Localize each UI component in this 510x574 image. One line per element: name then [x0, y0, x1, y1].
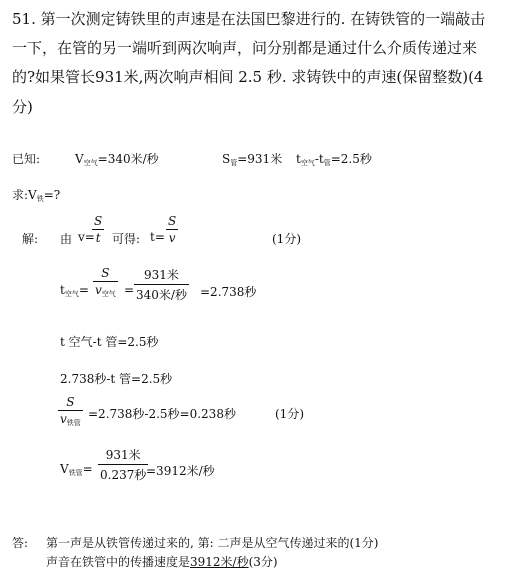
known-v-air [75, 150, 159, 168]
find-label: 求: [12, 188, 29, 202]
answer-line-2-prefix: 声音在铁管中的传播速度是 [46, 555, 191, 569]
step-time-difference: t 空气-t 管=2.5秒 [60, 335, 159, 349]
step-v-iron-numerator: 931米 [105, 448, 141, 462]
formula-t-lhs: t= [150, 230, 165, 244]
formula-t-denominator: v [166, 229, 178, 245]
formula-v-numerator: S [94, 214, 103, 228]
step-t-iron-denominator: $v_{铁管}$ [60, 412, 81, 427]
step-t-air-fraction [93, 266, 118, 299]
step-t-air-result: =2.738秒 [200, 285, 257, 299]
step-v-iron-result: =3912米/秒 [146, 464, 215, 478]
known-t-subscript-pipe: 管 [323, 159, 331, 167]
known-s [222, 150, 282, 168]
formula-t-fraction [166, 214, 178, 245]
known-s-symbol: S [222, 152, 231, 166]
step-t-air-den-value: 340米/秒 [134, 284, 189, 303]
formula-v-lhs: v= [78, 230, 95, 244]
known-t-symbol: t [296, 152, 301, 166]
formula-v-fraction [92, 214, 104, 245]
step-t-air-symbol: t [60, 283, 65, 297]
question-line-3: 的?如果管长931米,两次响声相间 2.5 秒. 求铸铁中的声速(保留整数)(4 [12, 68, 484, 86]
known-v-air-value: =340米/秒 [97, 152, 159, 166]
step-t-air-denominator: $v_{空气}$ [95, 283, 116, 298]
answer-label: 答: [12, 536, 29, 550]
known-s-value: =931米 [237, 152, 283, 166]
step-v-iron-symbol: V [60, 462, 69, 476]
known-label: 已知: [12, 152, 41, 166]
question-line-4: 分) [12, 98, 33, 116]
known-t-minus: -t [314, 152, 324, 166]
score-2: (1分) [275, 407, 304, 421]
step-v-iron-subscript: 铁管 [68, 469, 83, 477]
known-t-subscript-air: 空气 [300, 159, 315, 167]
answer-speed-value: 3912米/秒 [190, 555, 249, 569]
step-t-iron-result: =2.738秒-2.5秒=0.238秒 [88, 407, 236, 421]
step-t-air-eq2: = [124, 283, 135, 297]
step-t-air-num-value: 931米 [144, 268, 179, 282]
obtain-text: 可得: [112, 232, 141, 246]
step-substitution: 2.738秒-t 管=2.5秒 [60, 372, 173, 386]
answer-line-1: 第一声是从铁管传递过来的, 第: 二声是从空气传递过来的(1分) [46, 536, 379, 550]
step-t-air-lhs [60, 283, 89, 299]
answer-line-2 [46, 553, 278, 570]
formula-t-numerator: S [168, 214, 177, 228]
score-1: (1分) [272, 232, 301, 246]
step-t-air-subscript: 空气 [64, 290, 79, 298]
step-v-iron-lhs [60, 462, 93, 478]
find-line [12, 186, 60, 204]
find-var: V [28, 188, 37, 202]
question-line-2: 一下，在管的另一端听到两次响声，问分别都是通过什么介质传递过来 [12, 39, 478, 57]
formula-v-denominator: t [92, 229, 104, 245]
known-v-air-symbol: V [75, 152, 84, 166]
step-t-iron-fraction [58, 395, 83, 428]
known-v-air-subscript: 空气 [83, 159, 98, 167]
known-t-diff [296, 150, 372, 168]
find-rhs: =? [43, 188, 61, 202]
question-line-1: 51. 第一次测定铸铁里的声速是在法国巴黎进行的. 在铸铁管的一端敲击 [12, 10, 486, 28]
known-t-value: =2.5秒 [330, 152, 372, 166]
step-t-air-eq: = [78, 283, 89, 297]
step-v-iron-denominator: 0.237秒 [98, 464, 148, 483]
step-t-air-fraction-values [134, 266, 189, 303]
step-v-iron-fraction [98, 446, 148, 483]
answer-line-2-score: (3分) [248, 555, 278, 569]
step-t-iron-numerator: S [66, 395, 75, 409]
solution-intro: 由 [60, 232, 73, 246]
solution-label: 解: [22, 232, 39, 246]
known-s-subscript: 管 [230, 159, 238, 167]
step-t-air-numerator: S [101, 266, 110, 280]
find-subscript: 铁 [36, 195, 44, 203]
step-v-iron-eq: = [82, 462, 93, 476]
